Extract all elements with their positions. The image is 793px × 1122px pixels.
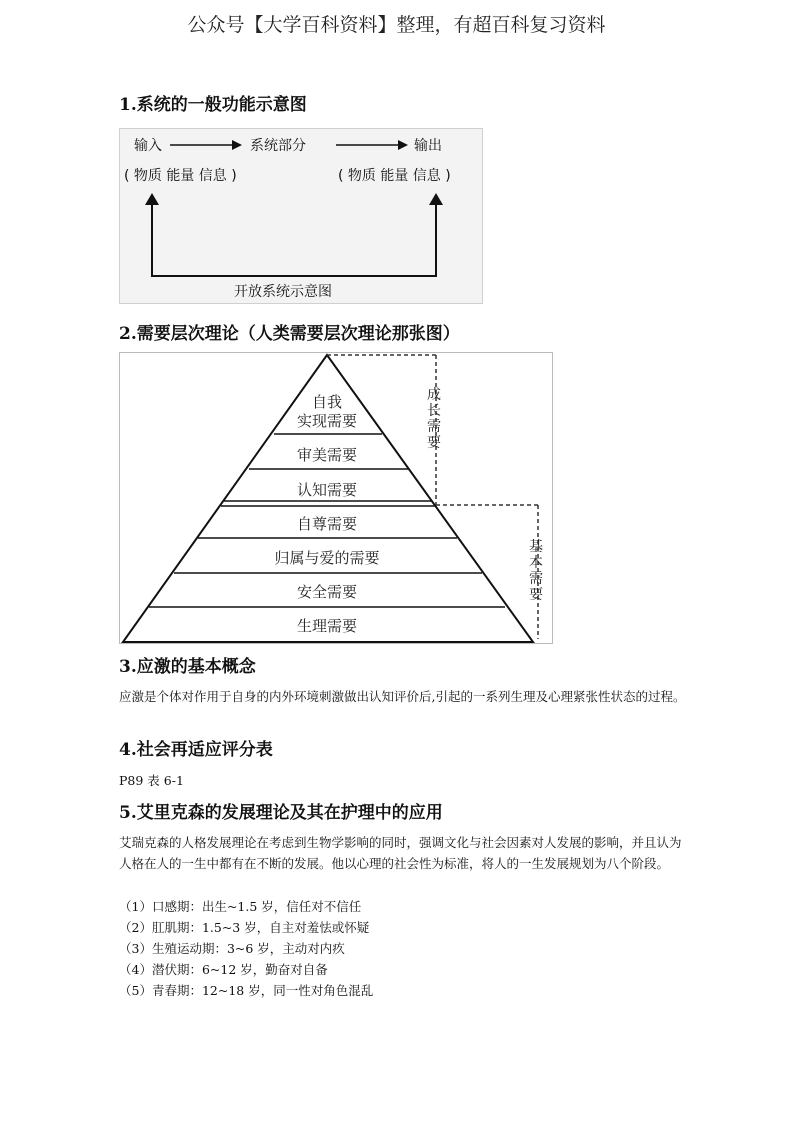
system-part-label: 系统部分 [250,138,306,154]
pyramid-level-cognitive: 认知需要 [296,481,357,499]
pyramid-level-self-top: 自我 [311,393,342,411]
section-1-title: 1.系统的一般功能示意图 [119,95,307,115]
stage-item-2: （2）肛肌期：1.5~3 岁，自主对羞怯或怀疑 [119,920,370,935]
needs-hierarchy-diagram [119,352,553,644]
table-reference: P89 表 6-1 [119,773,184,788]
system-function-diagram [119,128,483,304]
section-4-title: 4.社会再适应评分表 [119,740,273,760]
pyramid-level-esteem: 自尊需要 [296,515,357,533]
stage-item-5: （5）青春期：12~18 岁，同一性对角色混乱 [119,983,374,998]
pyramid-level-safety: 安全需要 [296,583,357,601]
page-header: 公众号【大学百科资料】整理，有超百科复习资料 [187,14,606,36]
section-2-title: 2.需要层次理论（人类需要层次理论那张图） [119,324,460,344]
stage-item-1: （1）口感期：出生~1.5 岁，信任对不信任 [119,899,362,914]
stress-definition: 应激是个体对作用于自身的内外环境刺激做出认知评价后,引起的一系列生理及心理紧张性状态的过程。 [119,689,686,704]
output-detail-label: ( 物质 能量 信息 ) [338,168,451,184]
pyramid-level-aesthetic: 审美需要 [296,446,357,464]
erikson-intro: 艾瑞克森的人格发展理论在考虑到生物学影响的同时，强调文化与社会因素对人发展的影响，并且认为人格在人的一生中都有在不断的发展。他以心理的社会性为标准，将人的一生发展规划为八个阶段。 [119,835,682,871]
section-3-title: 3.应激的基本概念 [119,657,256,677]
pyramid-level-physiological: 生理需要 [296,617,357,635]
input-label: 输入 [134,138,162,154]
open-system-caption: 开放系统示意图 [234,284,332,300]
pyramid-level-self-actualization: 实现需要 [296,412,357,430]
system-diagram-arrows [120,129,484,305]
stage-item-3: （3）生殖运动期：3~6 岁，主动对内疚 [119,941,345,956]
growth-needs-label: 成 长 需 要 [427,387,441,451]
input-detail-label: ( 物质 能量 信息 ) [124,168,237,184]
section-5-title: 5.艾里克森的发展理论及其在护理中的应用 [119,803,443,823]
pyramid-level-belonging: 归属与爱的需要 [274,549,380,567]
output-label: 输出 [414,138,442,154]
basic-needs-label: 基 本 需 要 [529,539,543,603]
stage-item-4: （4）潜伏期：6~12 岁，勤奋对自备 [119,962,328,977]
